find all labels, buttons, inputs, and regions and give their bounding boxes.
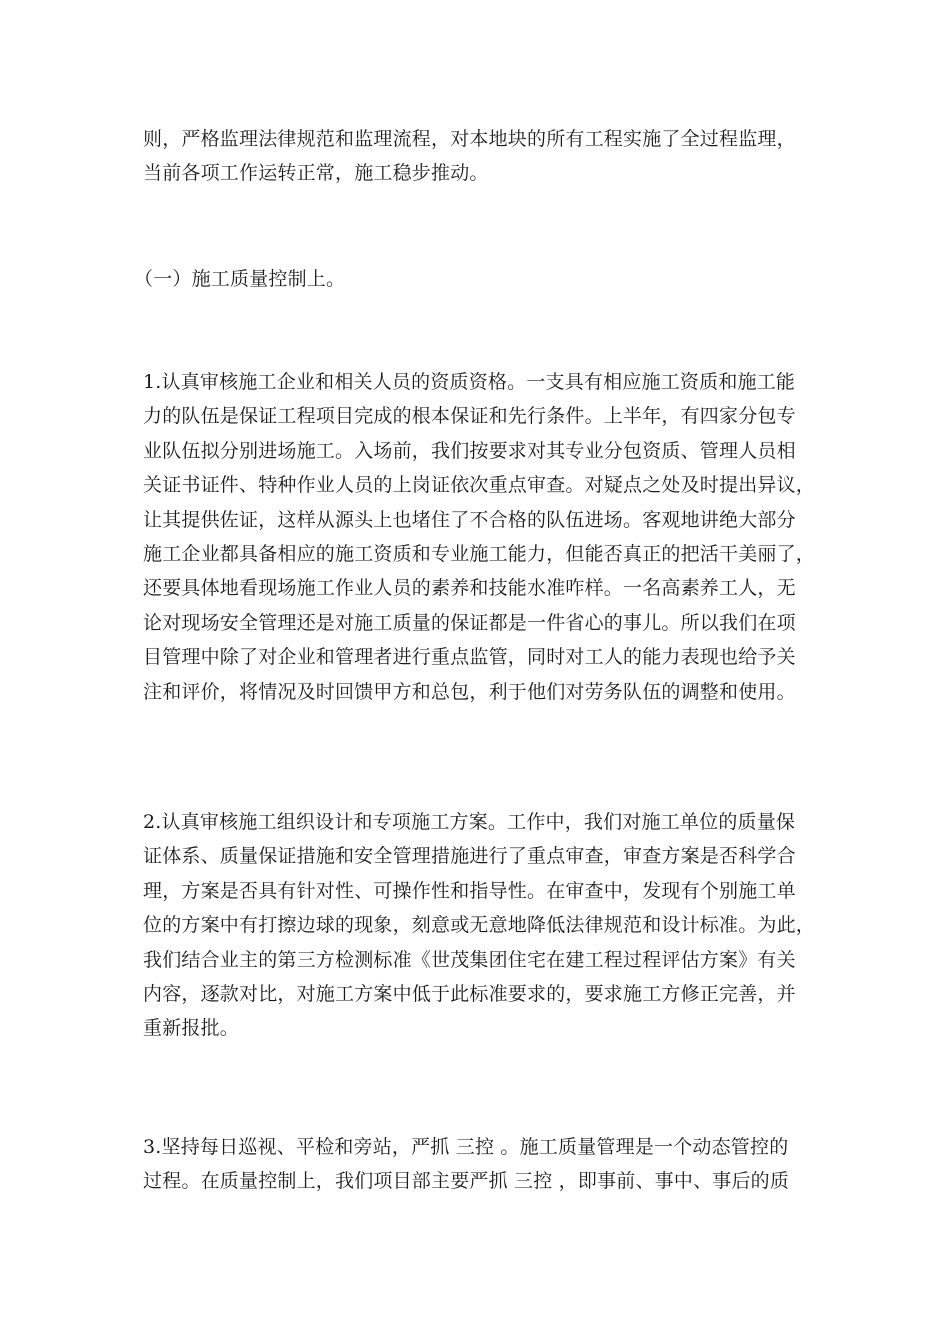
text-line: 位的方案中有打擦边球的现象，刻意或无意地降低法律规范和设计标准。为此， (143, 914, 816, 937)
text-line: 理，方案是否具有针对性、可操作性和指导性。在审查中，发现有个别施工单 (143, 879, 796, 902)
text-line: 注和评价，将情况及时回馈甲方和总包，利于他们对劳务队伍的调整和使用。 (143, 680, 796, 703)
section-heading (134, 262, 799, 296)
paragraph-item-1 (143, 365, 816, 709)
text-line: 过程。在质量控制上，我们项目部主要严抓 三控 ，即事前、事中、事后的质 (143, 1170, 790, 1193)
text-line: 1.认真审核施工企业和相关人员的资质资格。一支具有相应施工资质和施工能 (143, 371, 796, 393)
text-line: 论对现场安全管理还是对施工质量的保证都是一件省心的事儿。所以我们在项 (143, 611, 796, 634)
text-line: 还要具体地看现场施工作业人员的素养和技能水准咋样。一名高素养工人，无 (143, 577, 796, 600)
text-line: 内容，逐款对比，对施工方案中低于此标准要求的，要求施工方修正完善，并 (143, 982, 796, 1005)
text-line: 业队伍拟分别进场施工。入场前，我们按要求对其专业分包资质、管理人员相 (143, 439, 796, 462)
text-line: 目管理中除了对企业和管理者进行重点监管，同时对工人的能力表现也给予关 (143, 646, 796, 669)
text-line: 我们结合业主的第三方检测标准《世茂集团住宅在建工程过程评估方案》有关 (143, 948, 796, 971)
text-line: 施工企业都具备相应的施工资质和专业施工能力，但能否真正的把活干美丽了， (143, 542, 816, 565)
text-line: 2.认真审核施工组织设计和专项施工方案。工作中，我们对施工单位的质量保 (143, 811, 796, 833)
text-line: 当前各项工作运转正常，施工稳步推动。 (143, 162, 489, 185)
text-line: 则，严格监理法律规范和监理流程，对本地块的所有工程实施了全过程监理， (143, 128, 796, 150)
intro-paragraph (143, 122, 808, 191)
text-line: 证体系、质量保证措施和安全管理措施进行了重点审查，审查方案是否科学合 (143, 845, 796, 868)
paragraph-item-3 (143, 1130, 808, 1199)
paragraph-item-2 (143, 805, 816, 1046)
text-line: 3.坚持每日巡视、平检和旁站，严抓 三控 。施工质量管理是一个动态管控的 (143, 1136, 789, 1158)
heading-text: （一）施工质量控制上。 (134, 268, 346, 290)
text-line: 力的队伍是保证工程项目完成的根本保证和先行条件。上半年，有四家分包专 (143, 405, 796, 428)
text-line: 重新报批。 (143, 1017, 240, 1040)
text-line: 关证书证件、特种作业人员的上岗证依次重点审查。对疑点之处及时提出异议， (143, 474, 816, 497)
text-line: 让其提供佐证，这样从源头上也堵住了不合格的队伍进场。客观地讲绝大部分 (143, 508, 796, 531)
